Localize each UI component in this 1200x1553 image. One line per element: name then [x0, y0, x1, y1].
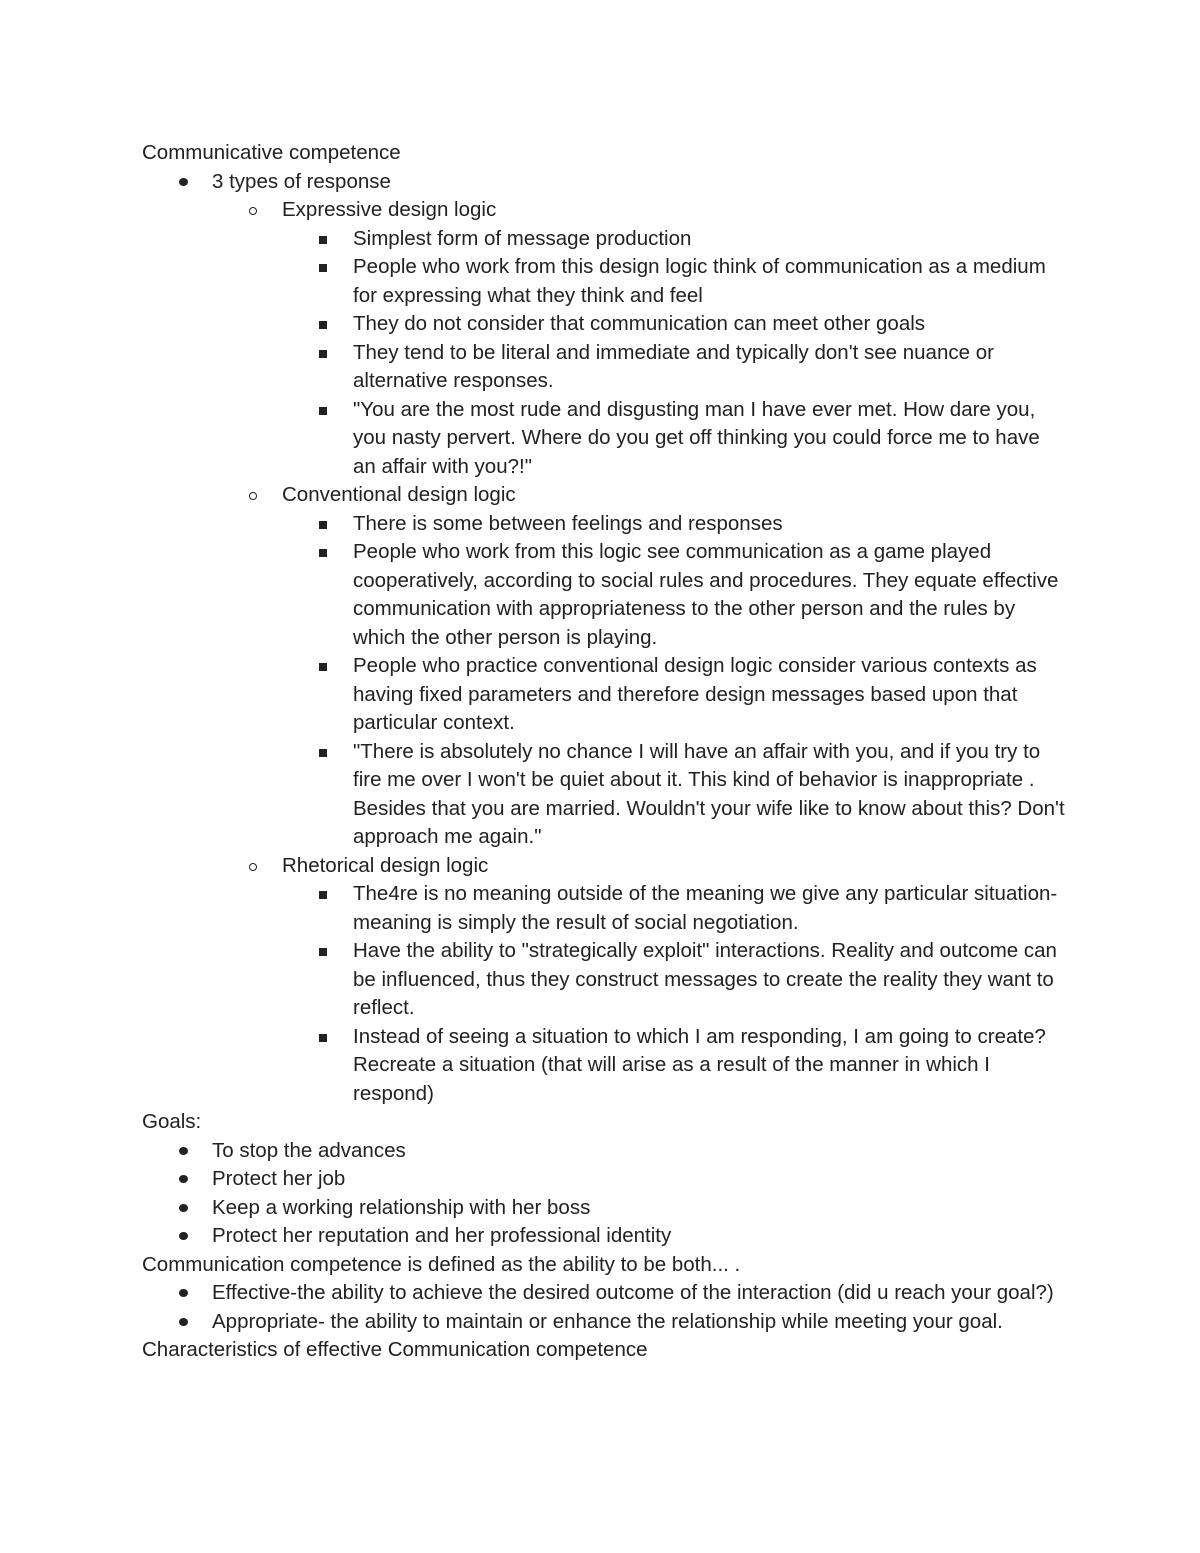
bullet-disc-icon	[179, 1147, 188, 1155]
list-item: There is some between feelings and responses	[142, 510, 1102, 539]
section-title: Communicative competence	[142, 141, 401, 164]
bullet-disc-icon	[179, 1175, 188, 1183]
list-item: Keep a working relationship with her boss	[142, 1194, 1102, 1223]
bullet-disc-icon	[179, 1232, 188, 1240]
bullet-square-icon	[319, 350, 327, 358]
list-item: They do not consider that communication can meet other goals	[142, 310, 1102, 339]
bullet-square-icon	[319, 891, 327, 899]
list-item: Appropriate- the ability to maintain or enhance the relationship while meeting your goal.	[142, 1308, 1102, 1337]
bullet-circle-icon	[249, 863, 257, 871]
goals-list	[142, 1137, 1102, 1251]
list-item: The4re is no meaning outside of the meaning we give any particular situation-meaning is simply the result of social negotiation.	[142, 880, 1102, 937]
bullet-square-icon	[319, 1034, 327, 1042]
bullet-square-icon	[319, 948, 327, 956]
list-item: Protect her job	[142, 1165, 1102, 1194]
bullet-square-icon	[319, 407, 327, 415]
list-item: Simplest form of message production	[142, 225, 1102, 254]
bullet-square-icon	[319, 549, 327, 557]
list-item: To stop the advances	[142, 1137, 1102, 1166]
list-item-conventional: Conventional design logic	[142, 481, 1102, 510]
list-item-expressive: Expressive design logic	[142, 196, 1102, 225]
list-item: People who work from this design logic think of communication as a medium for expressing what they think and feel	[142, 253, 1102, 310]
response-types-list	[142, 168, 1102, 1109]
bullet-disc-icon	[179, 1204, 188, 1212]
bullet-disc-icon	[179, 1289, 188, 1297]
bullet-square-icon	[319, 236, 327, 244]
list-item: People who work from this logic see communication as a game played cooperatively, according to social rules and procedures. They equate effective communication with appropriateness to the other person and the rules by which the other person is playing.	[142, 538, 1102, 652]
bullet-disc-icon	[179, 178, 188, 186]
list-item: "You are the most rude and disgusting man I have ever met. How dare you, you nasty pervert. Where do you get off thinking you could force me to have an affair with you?!"	[142, 396, 1102, 482]
list-item-types: 3 types of response	[142, 168, 1102, 197]
list-item: Instead of seeing a situation to which I am responding, I am going to create? Recreate a situation (that will arise as a result of the manner in which I respond)	[142, 1023, 1102, 1109]
list-item: Effective-the ability to achieve the desired outcome of the interaction (did u reach your goal?)	[142, 1279, 1102, 1308]
bullet-circle-icon	[249, 207, 257, 215]
bullet-square-icon	[319, 749, 327, 757]
list-item: "There is absolutely no chance I will have an affair with you, and if you try to fire me over I won't be quiet about it. This kind of behavior is inappropriate . Besides that you are married. Wouldn't your wife like to know about this? Don't approach me again."	[142, 738, 1102, 852]
list-item: Have the ability to "strategically exploit" interactions. Reality and outcome can be influenced, thus they construct messages to create the reality they want to reflect.	[142, 937, 1102, 1023]
competence-definition-list	[142, 1279, 1102, 1336]
list-item: Protect her reputation and her professional identity	[142, 1222, 1102, 1251]
competence-definition-heading: Communication competence is defined as the ability to be both... .	[142, 1252, 741, 1276]
bullet-square-icon	[319, 521, 327, 529]
characteristics-heading: Characteristics of effective Communication competence	[142, 1338, 648, 1361]
list-item: People who practice conventional design logic consider various contexts as having fixed parameters and therefore design messages based upon that particular context.	[142, 652, 1102, 738]
list-item: They tend to be literal and immediate and typically don't see nuance or alternative responses.	[142, 339, 1102, 396]
document-body	[142, 139, 1102, 1365]
list-item-rhetorical: Rhetorical design logic	[142, 852, 1102, 881]
bullet-square-icon	[319, 264, 327, 272]
goals-heading: Goals:	[142, 1110, 202, 1133]
bullet-disc-icon	[179, 1318, 188, 1326]
bullet-square-icon	[319, 321, 327, 329]
bullet-circle-icon	[249, 492, 257, 500]
bullet-square-icon	[319, 663, 327, 671]
